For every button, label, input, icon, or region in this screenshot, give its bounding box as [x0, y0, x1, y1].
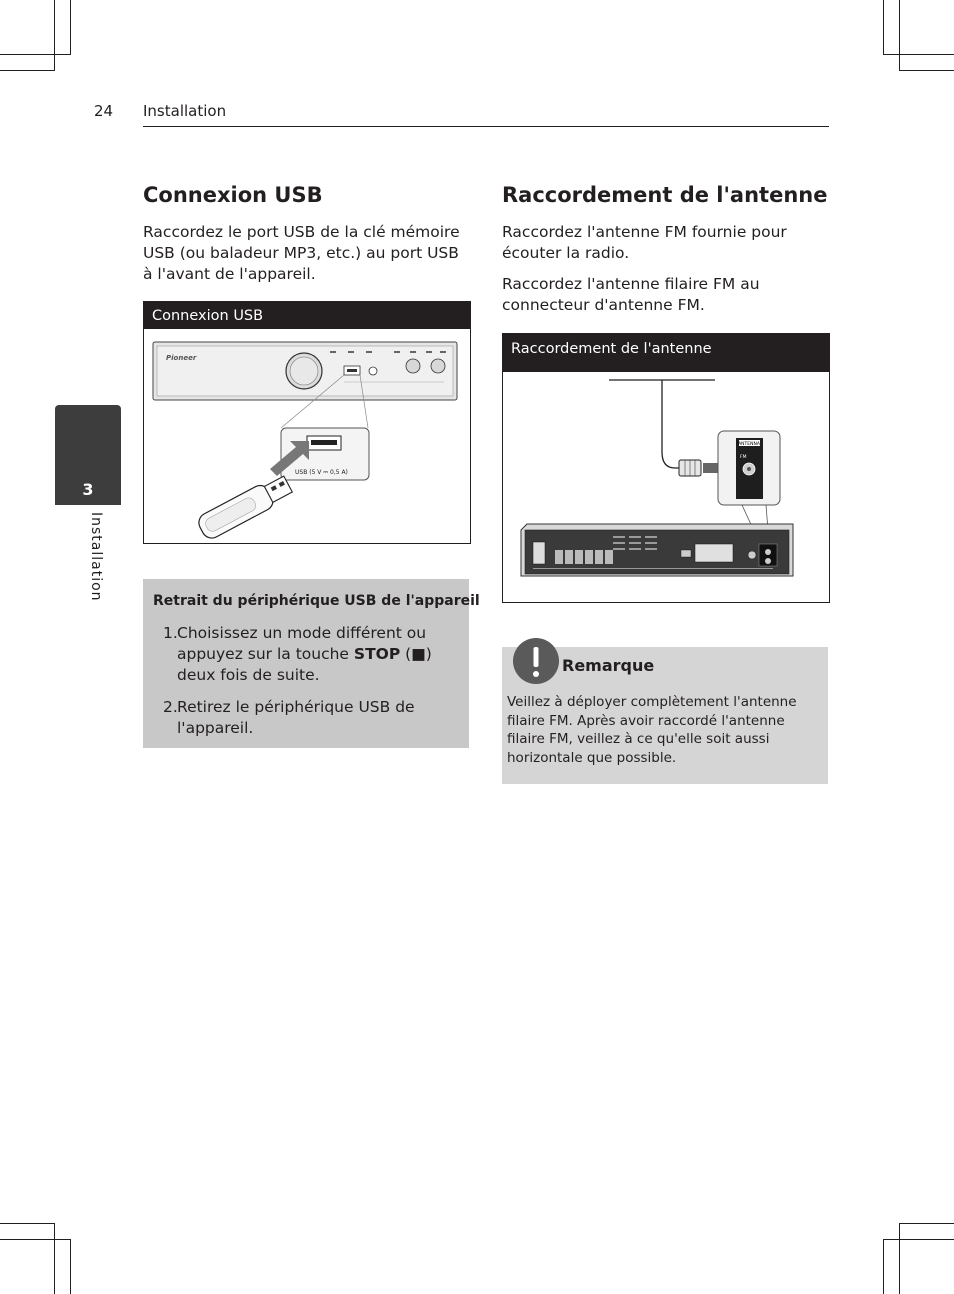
page-number: 24: [94, 102, 114, 120]
usb-figure-caption: Connexion USB: [144, 302, 470, 329]
antenna-figure-caption: Raccordement de l'antenne: [503, 334, 829, 372]
antenna-paragraph-1: Raccordez l'antenne FM fournie pour écouter la radio.: [502, 223, 787, 262]
usb-heading: Connexion USB: [143, 183, 323, 207]
step-1-text: Choisissez un mode différent ou appuyez sur la touche: [177, 624, 427, 663]
chapter-label: Installation: [88, 512, 104, 602]
usb-removal-box: [143, 579, 480, 748]
note-body: Veillez à déployer complètement l'antenne filaire FM. Après avoir raccordé l'antenne filaire FM, veillez à ce qu'elle soit aussi horizontale que possible.: [507, 694, 797, 766]
stop-key-label: STOP: [353, 645, 401, 663]
note-title: Remarque: [562, 656, 655, 675]
step-1-number: 1.: [163, 624, 178, 642]
step-2-number: 2.: [163, 698, 178, 716]
note-box: [502, 647, 828, 784]
step-1-text-end: (■) deux fois de suite.: [177, 645, 432, 684]
exclamation-icon: [512, 637, 560, 685]
header-rule: [143, 126, 829, 127]
usb-paragraph: Raccordez le port USB de la clé mémoire USB (ou baladeur MP3, etc.) au port USB à l'avant de l'appareil.: [143, 223, 460, 283]
antenna-figure: [502, 333, 830, 603]
antenna-connection-illustration: [503, 372, 829, 600]
usb-port-label: USB (5 V ⎓ 0,5 A): [295, 469, 348, 476]
antenna-paragraph-2: Raccordez l'antenne filaire FM au connecteur d'antenne FM.: [502, 275, 760, 314]
chapter-label-container: [74, 512, 114, 622]
step-2-text: Retirez le périphérique USB de l'appareil.: [177, 698, 415, 737]
usb-connection-illustration: [144, 329, 470, 541]
antenna-jack-title: ANTENNA: [738, 442, 760, 447]
usb-figure: [143, 301, 471, 544]
usb-removal-step-2: [163, 697, 461, 739]
usb-removal-step-1: [163, 623, 461, 686]
chapter-tab: [55, 405, 121, 505]
chapter-number: 3: [82, 480, 94, 499]
antenna-heading: Raccordement de l'antenne: [502, 183, 828, 207]
usb-removal-title: Retrait du périphérique USB de l'appareil: [153, 593, 480, 609]
running-header: Installation: [143, 102, 227, 120]
antenna-jack-label: FM: [740, 455, 747, 460]
svg-text:Pioneer: Pioneer: [166, 354, 197, 362]
